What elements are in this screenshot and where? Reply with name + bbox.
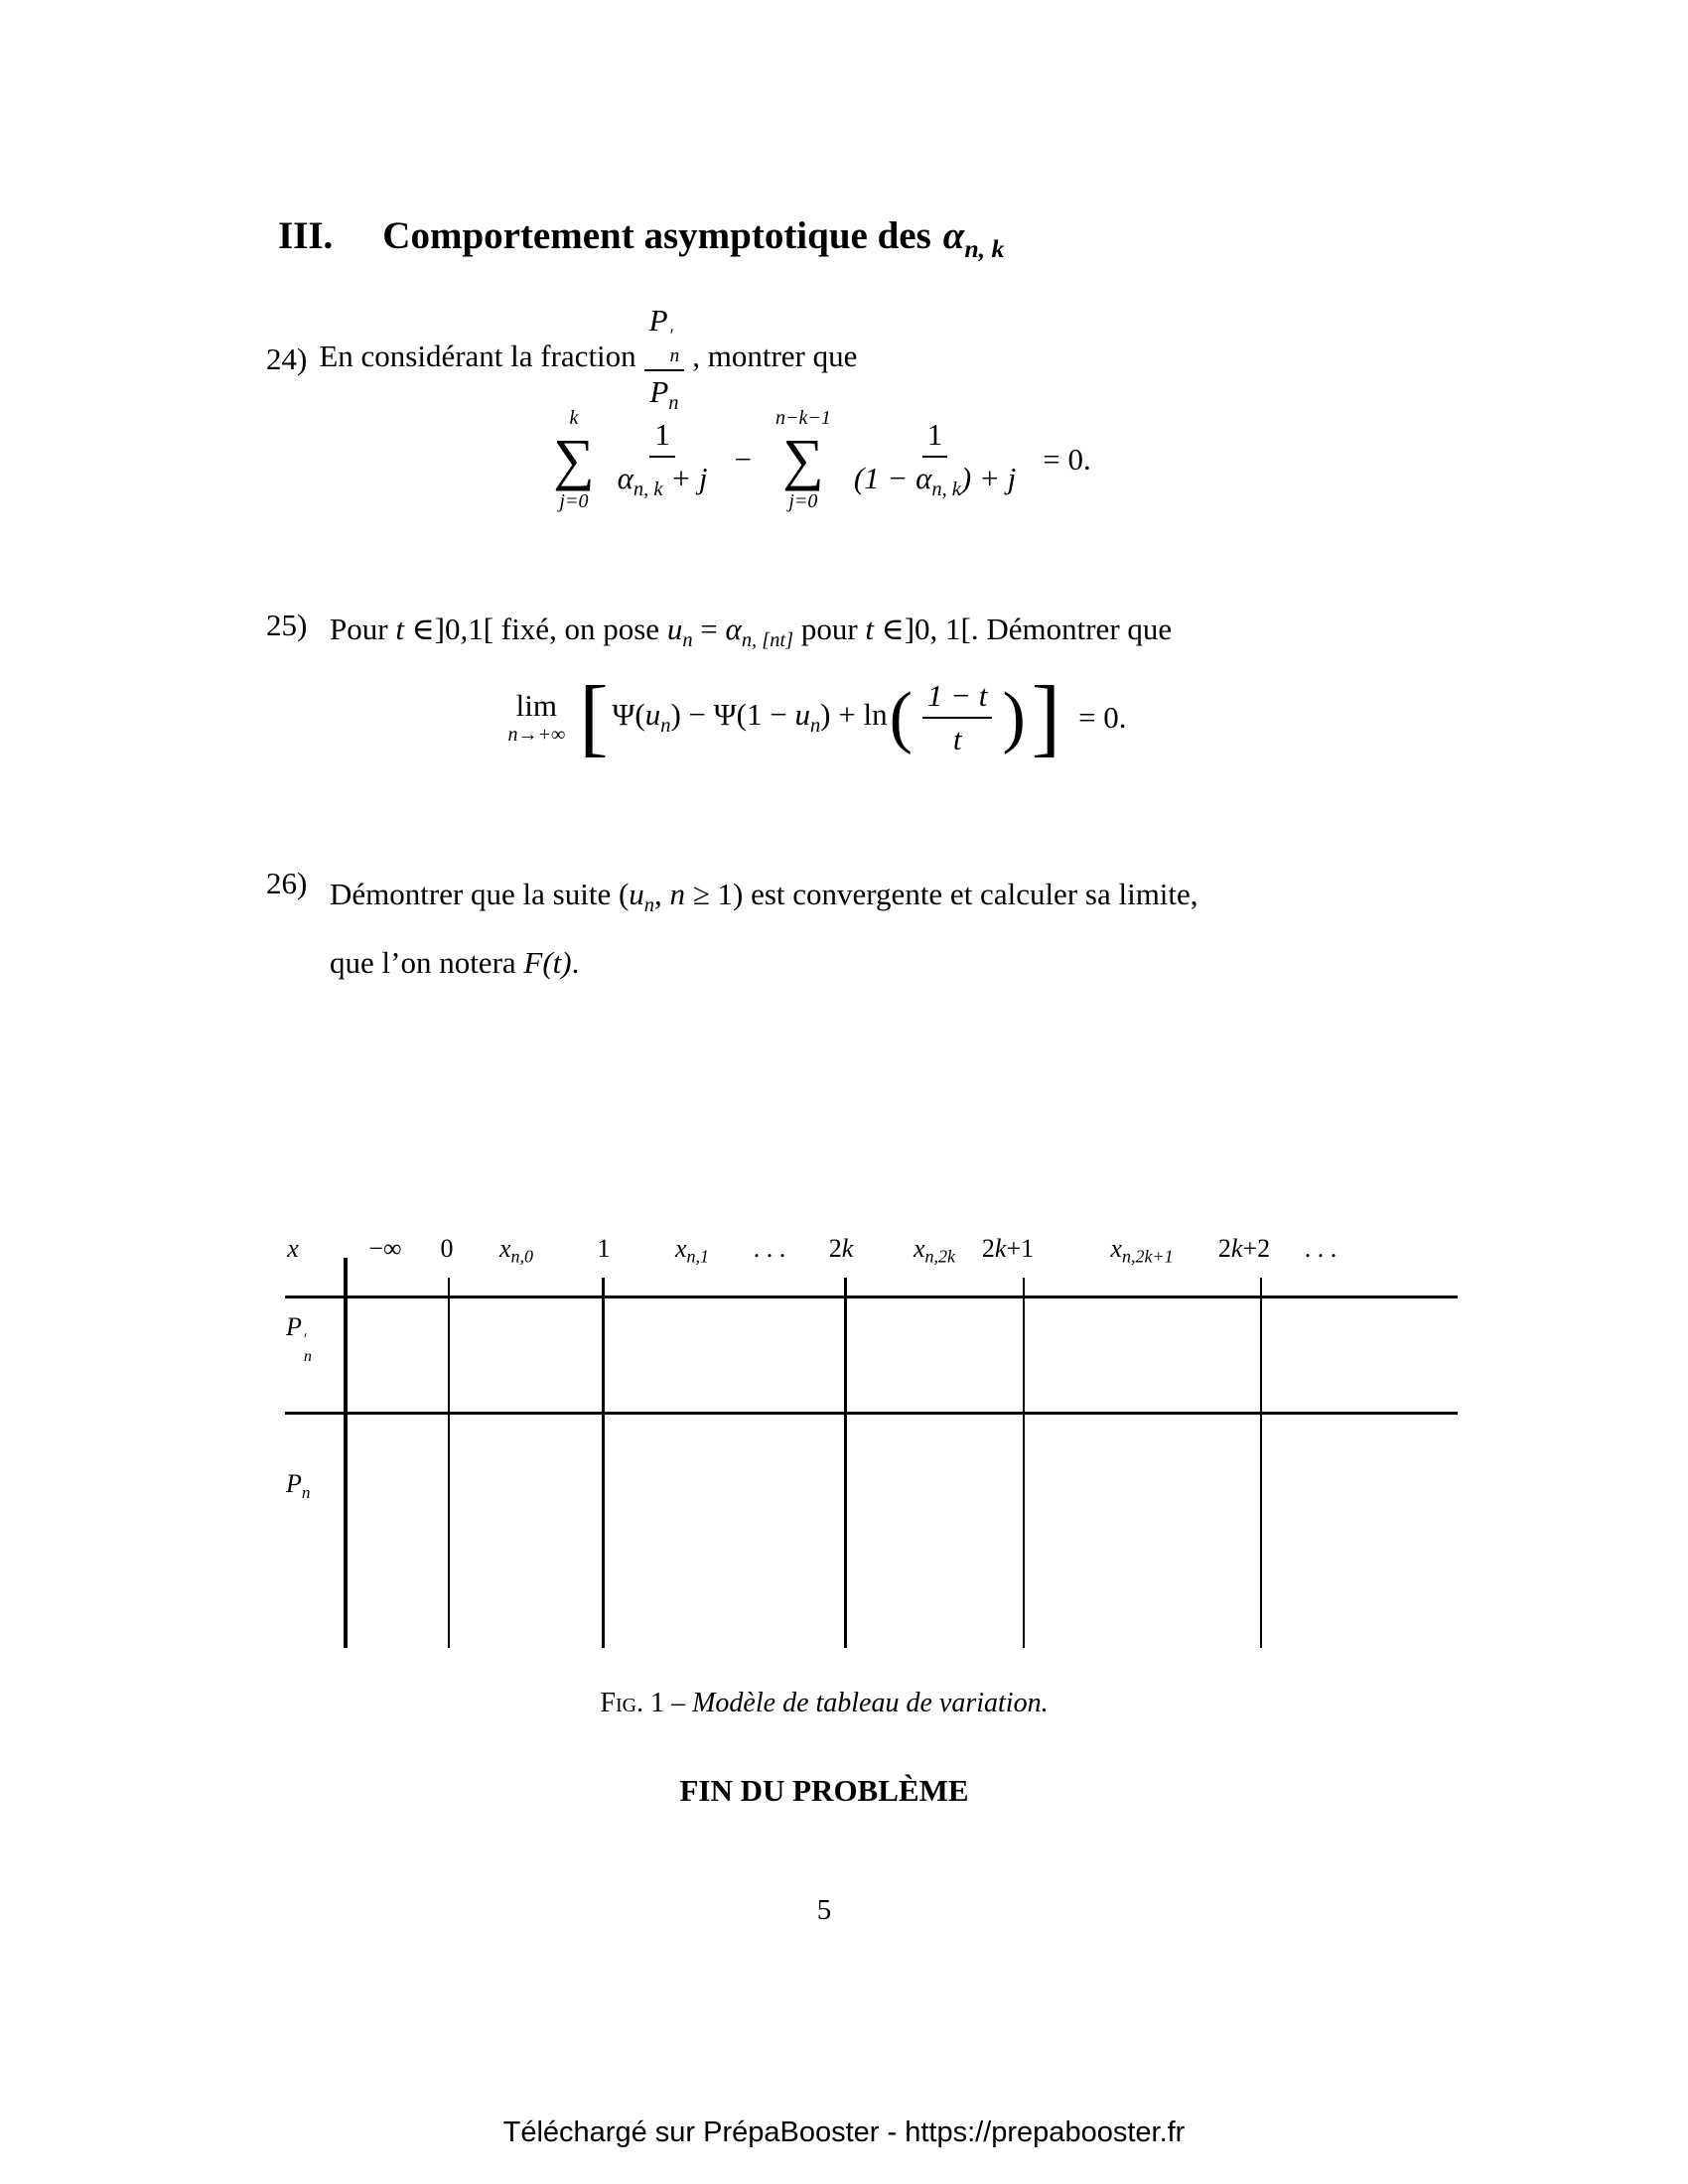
page-number: 5 (816, 1894, 832, 1926)
table-vertical-rule-2k2 (1260, 1278, 1262, 1648)
table-header-xn1: $x_{n,1}$ (674, 1234, 710, 1267)
sigma-icon: ∑ (553, 427, 595, 491)
prime-mark: ′ (669, 325, 674, 346)
table-header-xn2k: $x_{n,2k}$ (913, 1234, 956, 1267)
sum-1-lower-limit: j=0 (559, 490, 589, 512)
question-24-number: 24) (266, 341, 308, 376)
left-paren: ( (889, 678, 913, 755)
table-header-2k1: 2k+1 (981, 1234, 1035, 1263)
table-header-1: 1 (597, 1234, 611, 1263)
table-x-label: x (287, 1234, 299, 1263)
section-heading (278, 213, 1004, 264)
question-26-line-2: que l’on notera F(t). (330, 945, 580, 981)
section-title-text: Comportement asymptotique des (382, 214, 931, 257)
table-row-label-pn-prime: P ′ n (286, 1312, 312, 1365)
table-header-xn2k1: $x_{n,2k+1}$ (1110, 1234, 1174, 1267)
table-middle-rule (285, 1412, 1458, 1415)
equation-25 (189, 655, 1460, 779)
left-bracket: [ (579, 668, 609, 765)
table-header-minus-infinity: −∞ (368, 1234, 402, 1263)
alpha-symbol: α (942, 214, 965, 257)
table-header-xn0: $x_{n,0}$ (498, 1234, 534, 1267)
fraction-1: $\frac{1}{\alpha_{n, k} + j}$ (617, 417, 708, 501)
table-top-rule (285, 1296, 1458, 1298)
section-number: III. (278, 214, 334, 257)
table-header-0: 0 (440, 1234, 454, 1263)
table-header-2k: 2k (828, 1234, 854, 1263)
equals-zero: = 0. (1078, 699, 1127, 735)
table-row-label-pn: $P_n$ (286, 1469, 311, 1502)
equation-25-body: $\Psi(u_n) - \Psi(1 - u_n) + \ln$ (612, 696, 888, 738)
table-vertical-rule-2k (844, 1278, 847, 1648)
figure-caption: Fig. 1 – Modèle de tableau de variation. (600, 1688, 1049, 1718)
end-of-problem: FIN DU PROBLÈME (679, 1773, 969, 1808)
right-bracket: ] (1031, 668, 1061, 765)
table-header-dots-1: . . . (753, 1234, 786, 1263)
table-vertical-rule-1 (602, 1278, 605, 1648)
question-25-text: Pour t ∈]0,1[ fixé, on pose $u_n = \alpha_{n, [nt]}$ pour t ∈]0, 1[. Démontrer que (330, 612, 1173, 652)
table-main-vertical-rule (344, 1258, 348, 1648)
download-footer: Téléchargé sur PrépaBooster - https://prepabooster.fr (502, 2116, 1186, 2148)
question-26 (266, 866, 1468, 992)
sigma-icon: ∑ (782, 427, 824, 491)
question-25-number: 25) (266, 608, 308, 642)
table-vertical-rule-2k1 (1023, 1278, 1025, 1648)
right-paren: ) (1002, 678, 1026, 755)
figure-caption-label: Fig. (600, 1688, 644, 1718)
sum-operator-2 (775, 407, 831, 512)
sum-2-upper-limit: n−k−1 (774, 407, 831, 429)
question-25 (266, 608, 1468, 656)
sum-1-upper-limit: k (569, 407, 579, 429)
question-26-number: 26) (266, 866, 308, 900)
alpha-subscript: n, k (964, 234, 1005, 263)
figure-caption-text: Modèle de tableau de variation. (692, 1688, 1049, 1718)
sum-2-lower-limit: j=0 (788, 490, 818, 512)
table-vertical-rule-0 (448, 1278, 450, 1648)
question-26-text (330, 866, 1452, 992)
fraction-2: $\frac{1}{(1 - \alpha_{n, k}) + j}$ (853, 417, 1017, 501)
question-24-text: En considérant la fraction P ′ n $P_n$ , montrer que (319, 303, 858, 415)
equation-24 (189, 390, 1460, 529)
fraction-1mt-over-t: $\frac{1 - t}{t}$ (922, 678, 993, 756)
table-header-2k2: 2k+2 (1217, 1234, 1271, 1263)
limit-subscript: n→+∞ (507, 723, 566, 746)
fraction-pn-prime-over-pn: P ′ n $P_n$ (644, 303, 685, 416)
question-26-line-1: Démontrer que la suite ($u_n$, n ≥ 1) est convergente et calculer sa limite, (330, 877, 1198, 917)
table-header-dots-2: . . . (1304, 1234, 1337, 1263)
equals-zero: = 0. (1043, 442, 1091, 477)
minus-operator: − (734, 442, 752, 477)
sum-operator-1 (553, 407, 594, 512)
limit-operator: lim n→+∞ (507, 688, 566, 746)
